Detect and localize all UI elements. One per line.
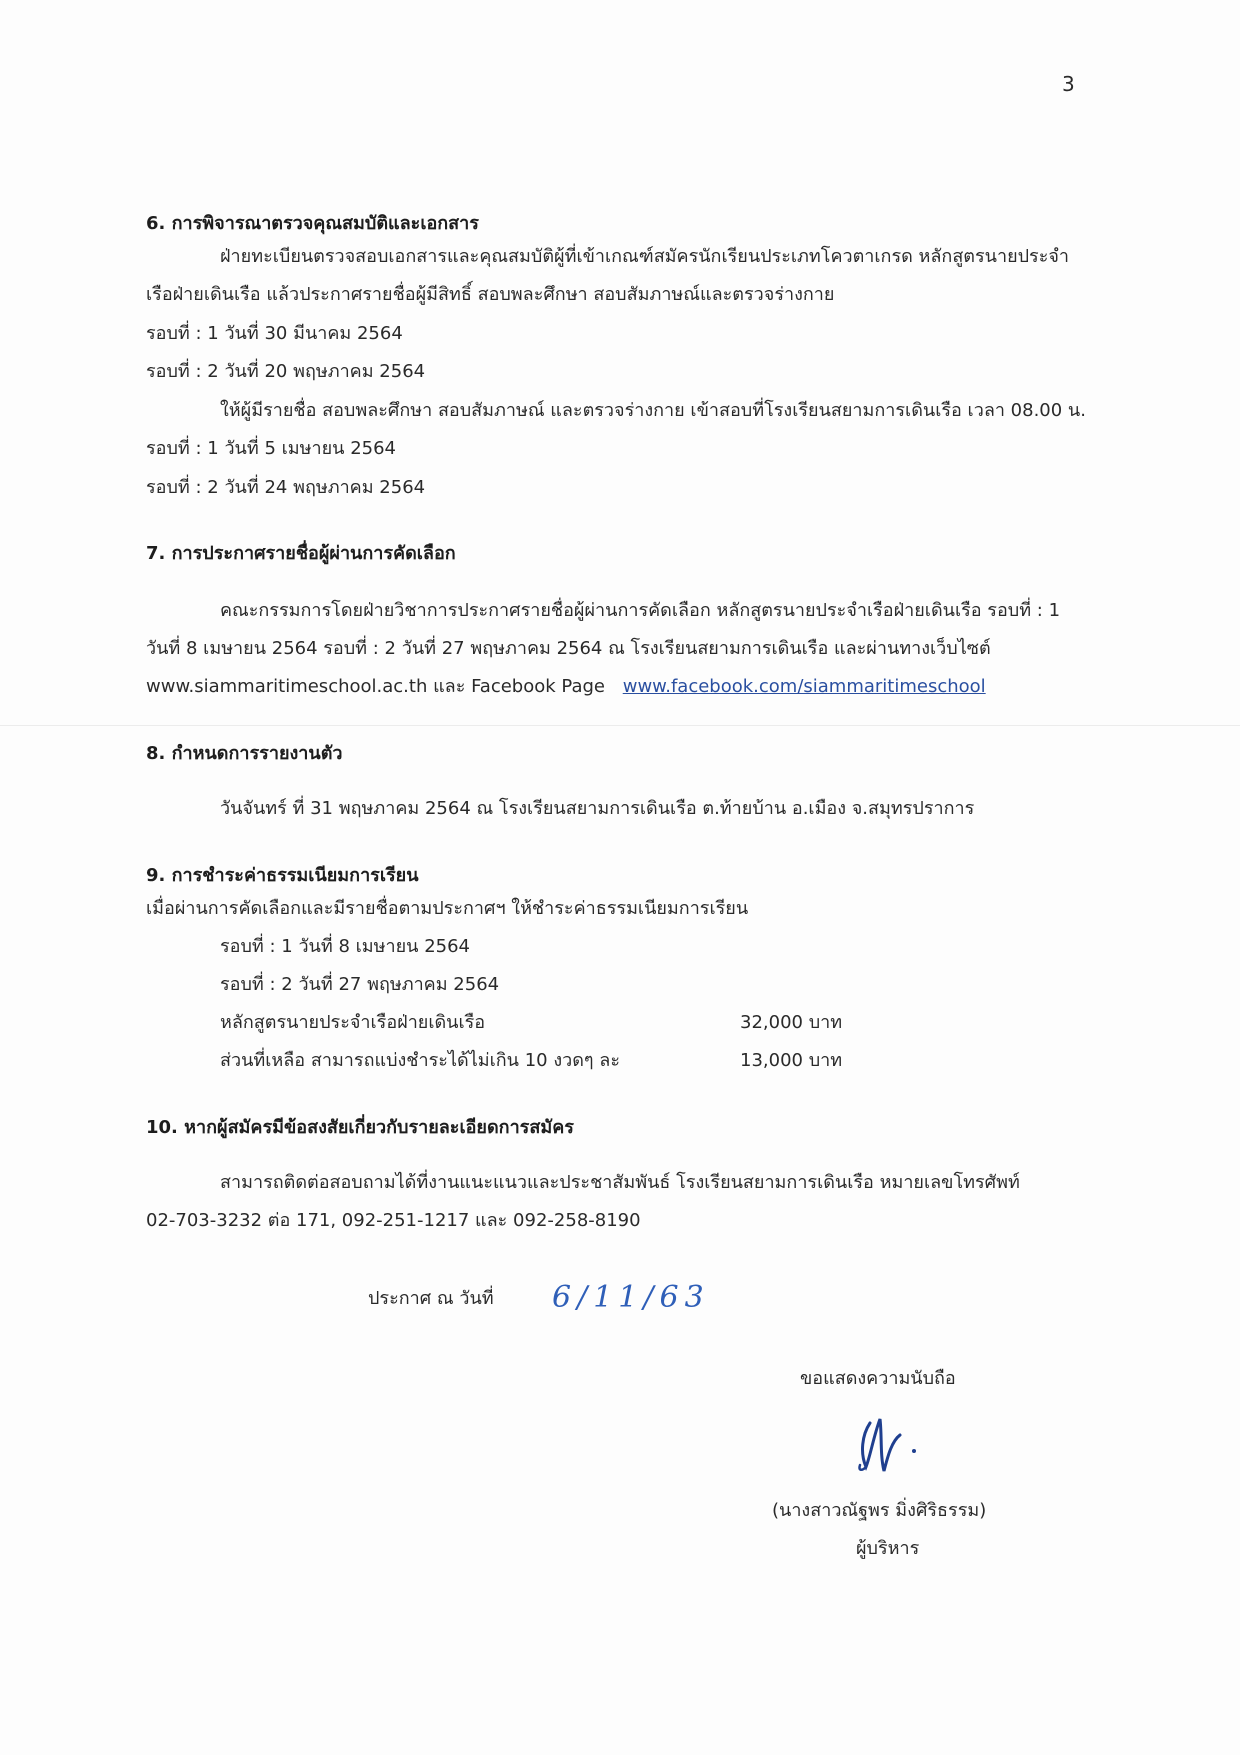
fee-1-label: หลักสูตรนายประจำเรือฝ่ายเดินเรือ xyxy=(220,1012,486,1033)
section-6-exam-round-1: รอบที่ : 1 วันที่ 5 เมษายน 2564 xyxy=(146,438,396,459)
section-9-intro: เมื่อผ่านการคัดเลือกและมีรายชื่อตามประกาศฯ ให้ชำระค่าธรรมเนียมการเรียน xyxy=(146,898,749,919)
scan-fold-line xyxy=(0,725,1240,726)
regards-text: ขอแสดงความนับถือ xyxy=(800,1368,956,1389)
section-7-line: วันที่ 8 เมษายน 2564 รอบที่ : 2 วันที่ 27 พฤษภาคม 2564 ณ โรงเรียนสยามการเดินเรือ และผ่านทางเว็บไซต์ xyxy=(146,638,991,659)
section-6-exam-paragraph: ให้ผู้มีรายชื่อ สอบพละศึกษา สอบสัมภาษณ์ และตรวจร่างกาย เข้าสอบที่โรงเรียนสยามการเดินเรือ เวลา 08.00 น. xyxy=(220,400,1086,421)
fee-2-label: ส่วนที่เหลือ สามารถแบ่งชำระได้ไม่เกิน 10 งวดๆ ละ xyxy=(220,1050,620,1071)
section-6-paragraph-line: ฝ่ายทะเบียนตรวจสอบเอกสารและคุณสมบัติผู้ที่เข้าเกณฑ์สมัครนักเรียนประเภทโควตาเกรด หลักสูตรนายประจำ xyxy=(220,246,1070,267)
section-6-round-2: รอบที่ : 2 วันที่ 20 พฤษภาคม 2564 xyxy=(146,361,426,382)
section-6-heading: 6. การพิจารณาตรวจคุณสมบัติและเอกสาร xyxy=(146,213,479,234)
signature xyxy=(840,1405,930,1480)
section-10-phones: 02-703-3232 ต่อ 171, 092-251-1217 และ 092-258-8190 xyxy=(146,1210,641,1231)
signer-name: (นางสาวณัฐพร มิ่งศิริธรรม) xyxy=(772,1500,987,1521)
section-7-line: คณะกรรมการโดยฝ่ายวิชาการประกาศรายชื่อผู้ผ่านการคัดเลือก หลักสูตรนายประจำเรือฝ่ายเดินเรือ รอบที่ : 1 xyxy=(220,600,1061,621)
section-9-heading: 9. การชำระค่าธรรมเนียมการเรียน xyxy=(146,865,419,886)
section-6-paragraph-line: เรือฝ่ายเดินเรือ แล้วประกาศรายชื่อผู้มีสิทธิ์ สอบพละศึกษา สอบสัมภาษณ์และตรวจร่างกาย xyxy=(146,284,835,305)
section-9-round-2: รอบที่ : 2 วันที่ 27 พฤษภาคม 2564 xyxy=(220,974,500,995)
section-6-exam-round-2: รอบที่ : 2 วันที่ 24 พฤษภาคม 2564 xyxy=(146,477,426,498)
section-9-round-1: รอบที่ : 1 วันที่ 8 เมษายน 2564 xyxy=(220,936,470,957)
fee-1-amount: 32,000 บาท xyxy=(740,1012,843,1033)
section-8-line: วันจันทร์ ที่ 31 พฤษภาคม 2564 ณ โรงเรียนสยามการเดินเรือ ต.ท้ายบ้าน อ.เมือง จ.สมุทรปราการ xyxy=(220,798,975,819)
facebook-page-link[interactable]: www.facebook.com/siammaritimeschool xyxy=(622,676,986,697)
section-8-heading: 8. กำหนดการรายงานตัว xyxy=(146,743,343,764)
section-10-line: สามารถติดต่อสอบถามได้ที่งานแนะแนวและประชาสัมพันธ์ โรงเรียนสยามการเดินเรือ หมายเลขโทรศัพท์ xyxy=(220,1172,1020,1193)
section-7-heading: 7. การประกาศรายชื่อผู้ผ่านการคัดเลือก xyxy=(146,543,456,564)
signer-title: ผู้บริหาร xyxy=(856,1538,920,1559)
handwritten-date: 6/11/63 xyxy=(552,1280,710,1315)
fee-2-amount: 13,000 บาท xyxy=(740,1050,843,1071)
section-7-line-3 xyxy=(146,668,986,706)
section-10-heading: 10. หากผู้สมัครมีข้อสงสัยเกี่ยวกับรายละเอียดการสมัคร xyxy=(146,1117,574,1138)
page-number: 3 xyxy=(1062,72,1075,96)
section-6-round-1: รอบที่ : 1 วันที่ 30 มีนาคม 2564 xyxy=(146,323,403,344)
announce-date-label: ประกาศ ณ วันที่ xyxy=(368,1288,494,1309)
website-text: www.siammaritimeschool.ac.th และ Facebook Page xyxy=(146,676,605,697)
